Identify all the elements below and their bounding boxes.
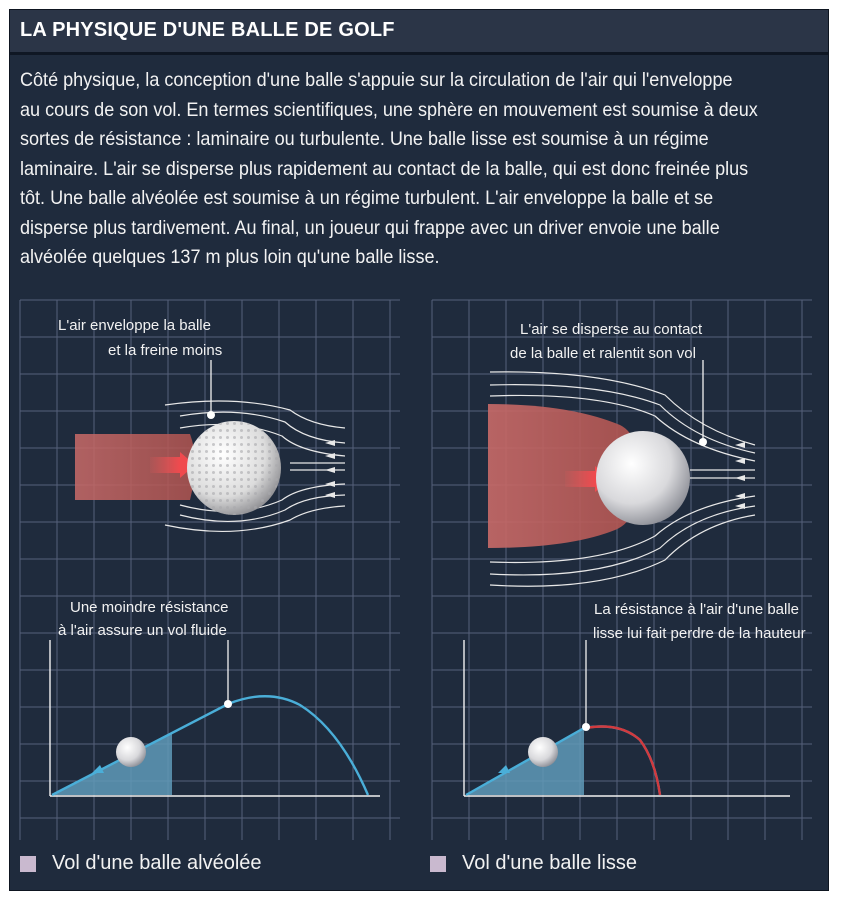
- flight-ball: [528, 737, 558, 767]
- annotation-dimpled-air-line2: et la freine moins: [108, 342, 223, 359]
- legend-item-smooth: [430, 852, 637, 875]
- annotation-smooth-flight-line1: La résistance à l'air d'une balle: [594, 601, 800, 618]
- smooth-golf-ball: [596, 431, 690, 525]
- legend-swatch: [430, 856, 446, 872]
- legend-label: Vol d'une balle alvéolée: [52, 852, 262, 874]
- annotation-dot: [207, 411, 215, 419]
- airflow-arrowheads-dimpled: [325, 440, 335, 498]
- flight-ball: [116, 737, 146, 767]
- page-title: LA PHYSIQUE D'UNE BALLE DE GOLF: [20, 19, 395, 41]
- intro-line: disperse plus tardivement. Au final, un joueur qui frappe avec un driver envoie une balle: [20, 216, 720, 239]
- smooth-flight-red-segment: [586, 727, 660, 796]
- red-flow-arrow-smooth: [565, 471, 595, 487]
- flight-arrowhead: [498, 765, 510, 773]
- legend-swatch: [20, 856, 36, 872]
- dimpled-ball-airflow-diagram: [58, 317, 345, 531]
- legend-item-dimpled: [20, 852, 262, 875]
- red-flow-arrow: [150, 457, 180, 473]
- annotation-dot-smooth: [699, 438, 707, 446]
- dimpled-flight-diagram: [50, 599, 380, 796]
- smooth-flight-diagram: [464, 601, 806, 796]
- annotation-dot: [224, 700, 232, 708]
- annotation-dimpled-flight-line1: Une moindre résistance: [70, 599, 229, 616]
- annotation-smooth-air-line1: L'air se disperse au contact: [520, 321, 703, 338]
- smooth-ball-airflow-diagram: [488, 321, 755, 586]
- legend-label: Vol d'une balle lisse: [462, 852, 638, 874]
- annotation-dimpled-air-line1: L'air enveloppe la balle: [58, 317, 211, 334]
- intro-line: Côté physique, la conception d'une balle s'appuie sur la circulation de l'air qui l'enveloppe: [20, 69, 733, 91]
- intro-line: tôt. Une balle alvéolée est soumise à un régime turbulent. L'air enveloppe la balle et se: [20, 187, 714, 209]
- annotation-dimpled-flight-line2: à l'air assure un vol fluide: [58, 622, 227, 639]
- annotation-dot: [582, 723, 590, 731]
- intro-line: alvéolée quelques 137 m plus loin qu'une balle lisse.: [20, 246, 440, 268]
- intro-line: sortes de résistance : laminaire ou turbulente. Une balle lisse est soumise à un régime: [20, 128, 709, 150]
- annotation-smooth-air-line2: de la balle et ralentit son vol: [510, 345, 696, 362]
- annotation-smooth-flight-line2: lisse lui fait perdre de la hauteur: [593, 625, 806, 642]
- intro-line: laminaire. L'air se disperse plus rapidement au contact de la balle, qui est donc freinée plus: [20, 157, 749, 180]
- intro-line: au cours de son vol. En termes scientifiques, une sphère en mouvement est soumise à deux: [20, 98, 758, 121]
